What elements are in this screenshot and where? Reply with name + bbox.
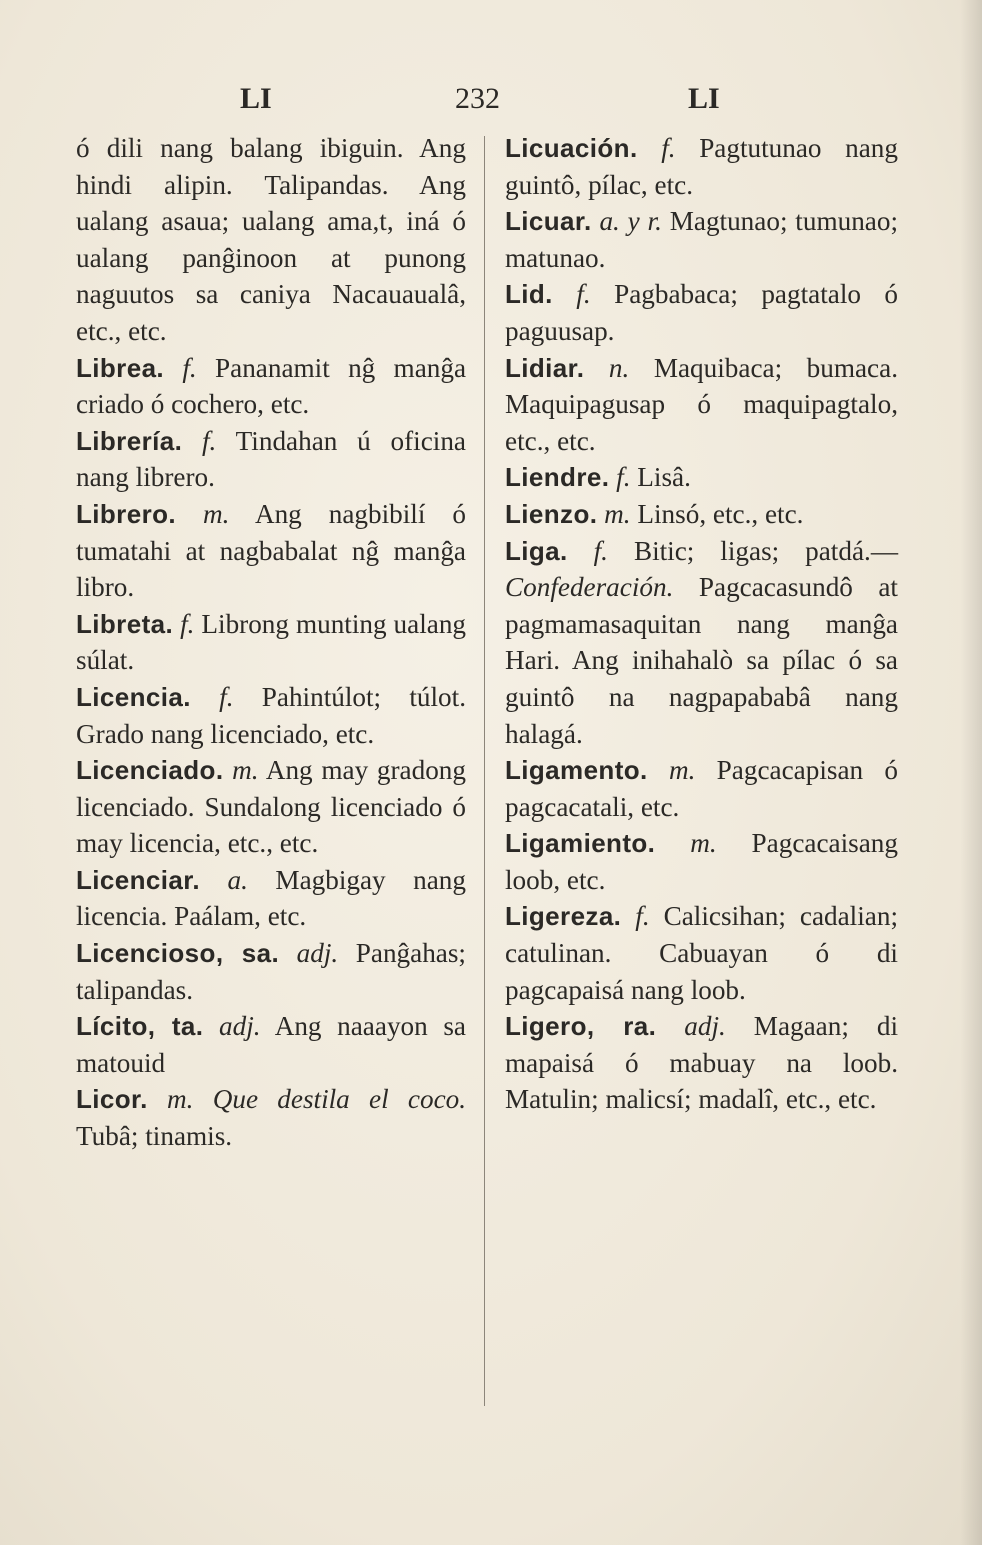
entry-grammar: f. [180,608,195,639]
dictionary-entry [76,862,466,935]
entry-definition: Magbigay nang licencia. Paálam, etc. [76,864,466,932]
entry-grammar: m. [668,755,696,786]
entry-definition: Pahintúlot; túlot. Grado nang licenciado, etc. [76,681,467,749]
entry-headword: Ligamento. [505,755,648,786]
entry-grammar: a. [227,864,248,895]
entry-headword: Ligero, ra. [505,1011,657,1042]
entry-grammar: m. [167,1084,194,1115]
dictionary-entry [76,935,466,1008]
dictionary-entry [76,679,466,752]
entry-definition: Pagcacaisang loob, etc. [505,828,898,895]
entry-headword: Ligamiento. [505,828,656,859]
entry-definition: Pagcacapisan ó pagcacatali, etc. [505,755,898,822]
dictionary-entry [505,276,898,349]
entry-grammar: adj. [219,1011,261,1042]
entry-grammar: adj. [684,1011,726,1042]
page-edge-shadow [960,0,982,1545]
entry-definition: Ang naaayon sa matouid [76,1011,467,1078]
entry-definition: Pananamit nĝ manĝa criado ó cochero, etc. [76,352,467,420]
entry-headword: Licenciado. [76,755,224,786]
entry-definition: Magaan; di mapaisá ó mabuay na loob. Matulin; malicsí; madalî, etc., etc. [505,1011,898,1115]
dictionary-entry [76,130,466,350]
entry-definition: Pagbabaca; pagtatalo ó paguusap. [505,279,899,346]
entry-headword: Lidiar. [505,352,585,383]
entry-headword: Licor. [76,1084,148,1115]
entry-definition: Pagtutunao nang guintô, pílac, etc. [505,133,898,200]
entry-definition: Lisâ. [637,462,691,493]
dictionary-entry [505,533,898,753]
entry-headword: Lid. [505,279,553,310]
dictionary-entry [76,423,466,496]
entry-grammar: f. [576,279,591,310]
entry-headword: Librería. [76,425,183,456]
entry-grammar: m. [690,828,717,859]
entry-headword: Licuar. [505,206,592,237]
dictionary-entry [76,1081,466,1154]
dictionary-entry [76,496,466,606]
dictionary-entry [76,1008,466,1081]
entry-definition: Ang may gradong licenciado. Sundalong licenciado ó may licencia, etc., etc. [76,755,466,859]
page-number: 232 [455,82,500,115]
dictionary-entry [505,130,898,203]
entry-definition: Panĝahas; talipandas. [76,938,466,1005]
entry-definition-tail: Tubâ; tinamis. [76,1121,233,1152]
entry-headword: Licencioso, sa. [76,938,280,969]
entry-definition: Maquibaca; bumaca. Maquipagusap ó maquipagtalo, etc., etc. [505,352,898,456]
entry-grammar: m. [203,498,230,529]
entry-headword: Licenciar. [76,864,200,895]
right-guide-word: LI [688,82,720,115]
entry-grammar: f. [219,681,234,712]
dictionary-entry [505,752,898,825]
entry-grammar: n. [608,352,630,383]
left-guide-word: LI [240,82,272,115]
left-column [76,130,466,1155]
entry-headword: Lienzo. [505,498,598,529]
entry-definition: Tindahan ú oficina nang librero. [76,425,466,493]
entry-headword: Liga. [505,535,568,566]
entry-italic-note: Confederación. [505,572,674,603]
entry-grammar: f. [201,425,217,456]
entry-headword: Librea. [76,352,165,383]
dictionary-entry [505,496,898,533]
entry-grammar: f. [635,901,650,932]
entry-headword: Ligereza. [505,901,622,932]
dictionary-entry [505,898,898,1008]
entry-grammar: f. [661,133,676,163]
entry-definition: Librong munting ualang súlat. [76,608,467,676]
entry-grammar: f. [182,352,197,383]
entry-grammar: adj. [296,938,339,969]
page-header [0,82,982,122]
dictionary-entry [76,752,466,862]
entry-headword: Lícito, ta. [76,1011,204,1042]
dictionary-entry [505,1008,898,1118]
entry-italic-note: Que destila el coco. [212,1084,467,1115]
entry-headword: Licencia. [76,681,191,712]
entry-definition: Calicsihan; cadalian; catulinan. Cabuayan ó di pagcapaisá nang loob. [505,901,899,1005]
entry-headword: Librero. [76,498,176,529]
dictionary-entry [505,203,898,276]
entry-definition: ó dili nang balang ibiguin. Ang hindi alipin. Talipandas. Ang ualang asaua; ualang ama,t, iná ó ualang panĝinoon at punong naguutos sa caniya Nacauaualâ, etc., etc. [76,133,466,346]
dictionary-entry [505,459,898,496]
entry-definition-tail: Pagcacasundô at pagmamasaquitan nang manĝa Hari. Ang inihahalò sa pílac ó sa guintô na nagpapababâ nang halagá. [505,572,898,749]
entry-grammar: a. y r. [599,206,662,237]
right-column [505,130,898,1118]
column-divider [484,136,485,1406]
entry-grammar: m. [604,498,631,529]
dictionary-entry [505,350,898,460]
entry-headword: Liendre. [505,462,610,493]
entry-headword: Licuación. [505,133,638,163]
dictionary-entry [505,825,898,898]
entry-definition: Bitic; ligas; patdá.— [633,535,899,566]
entry-definition: Ang nagbibilí ó tumatahi at nagbabalat nĝ manĝa libro. [76,498,467,603]
entry-grammar: m. [232,755,259,786]
entry-definition: Magtunao; tumunao; matunao. [505,206,898,273]
entry-headword: Libreta. [76,608,174,639]
entry-grammar: f. [616,462,631,493]
entry-definition: Linsó, etc., etc. [637,498,804,529]
dictionary-entry [76,350,466,423]
entry-grammar: f. [593,535,608,566]
dictionary-entry [76,606,466,679]
